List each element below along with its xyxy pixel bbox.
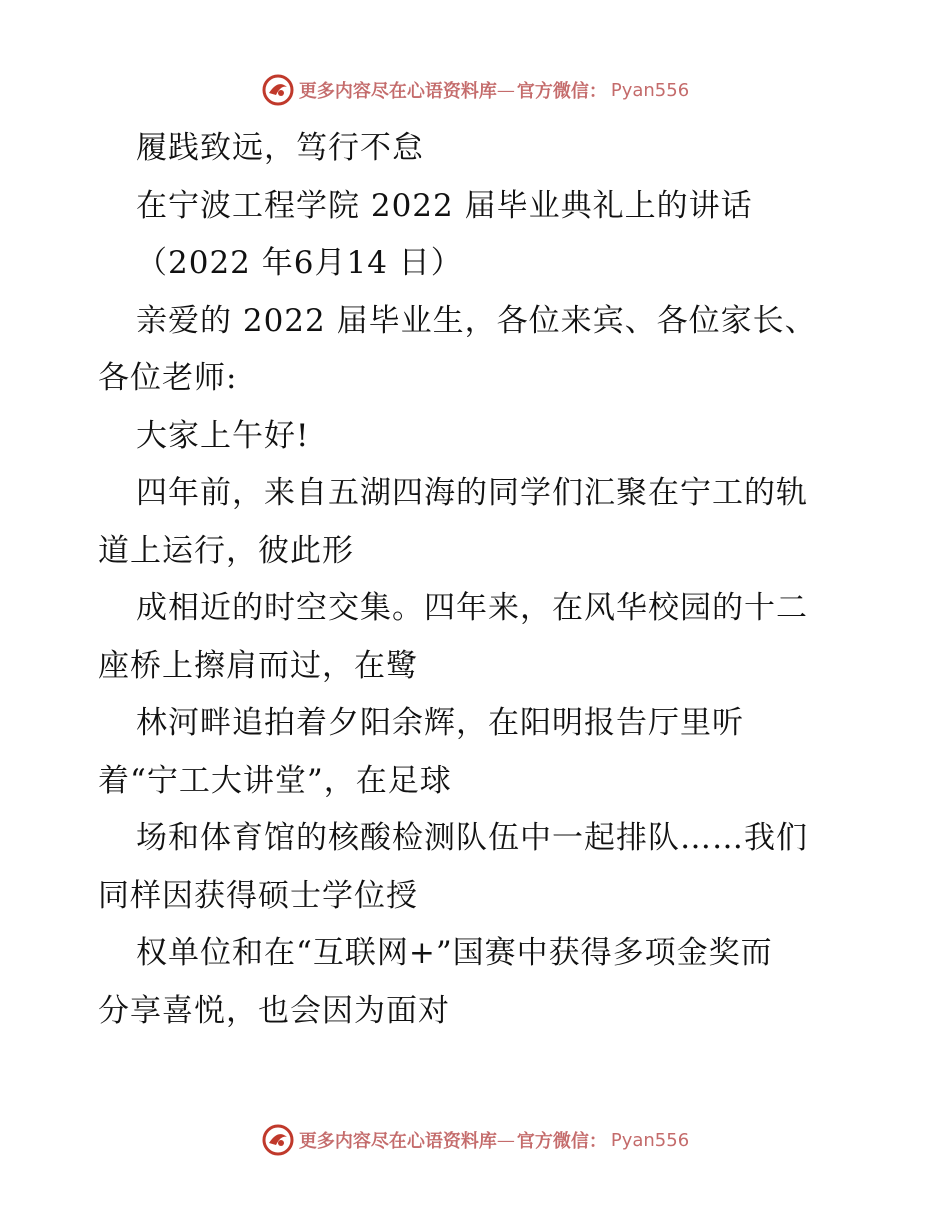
paragraph-line: 道上运行，彼此形	[98, 532, 354, 569]
document-body	[98, 125, 858, 1045]
header-watermark	[0, 70, 950, 110]
watermark-wechat-label: 官方微信：	[516, 1131, 607, 1152]
watermark-text: 更多内容尽在心语资料库	[298, 1131, 497, 1152]
paragraph-line: 成相近的时空交集。四年来，在风华校园的十二	[136, 590, 808, 626]
paragraph-line: 林河畔追拍着夕阳余辉，在阳明报告厅里听	[136, 705, 744, 741]
paragraph-line: 同样因获得硕士学位授	[98, 877, 418, 914]
paragraph-line: 权单位和在“互联网+”国赛中获得多项金奖而	[136, 935, 773, 971]
watermark-text: 更多内容尽在心语资料库	[298, 81, 497, 102]
watermark-wechat-id: Pyan556	[610, 1129, 690, 1151]
watermark-dash: —	[496, 79, 515, 101]
paragraph-line: 场和体育馆的核酸检测队伍中一起排队……我们	[136, 820, 808, 856]
watermark-wechat-label: 官方微信：	[516, 81, 607, 102]
document-date: （2022 年6月14 日）	[136, 245, 463, 281]
greeting-line: 大家上午好!	[136, 417, 310, 454]
document-title: 履践致远，笃行不怠	[136, 130, 424, 166]
salutation-line-continued: 各位老师:	[98, 360, 238, 396]
paragraph-line: 着“宁工大讲堂”，在足球	[98, 762, 452, 799]
document-subtitle: 在宁波工程学院 2022 届毕业典礼上的讲话	[136, 187, 753, 224]
logo-icon	[261, 1123, 295, 1157]
logo-icon	[261, 73, 295, 107]
salutation-line: 亲爱的 2022 届毕业生，各位来宾、各位家长、	[136, 302, 817, 339]
watermark-dash: —	[496, 1129, 515, 1151]
paragraph-line: 分享喜悦，也会因为面对	[98, 992, 450, 1029]
paragraph-line: 座桥上擦肩而过，在鹭	[98, 647, 418, 684]
paragraph-line: 四年前，来自五湖四海的同学们汇聚在宁工的轨	[136, 475, 808, 511]
watermark-wechat-id: Pyan556	[610, 79, 690, 101]
footer-watermark	[0, 1120, 950, 1160]
